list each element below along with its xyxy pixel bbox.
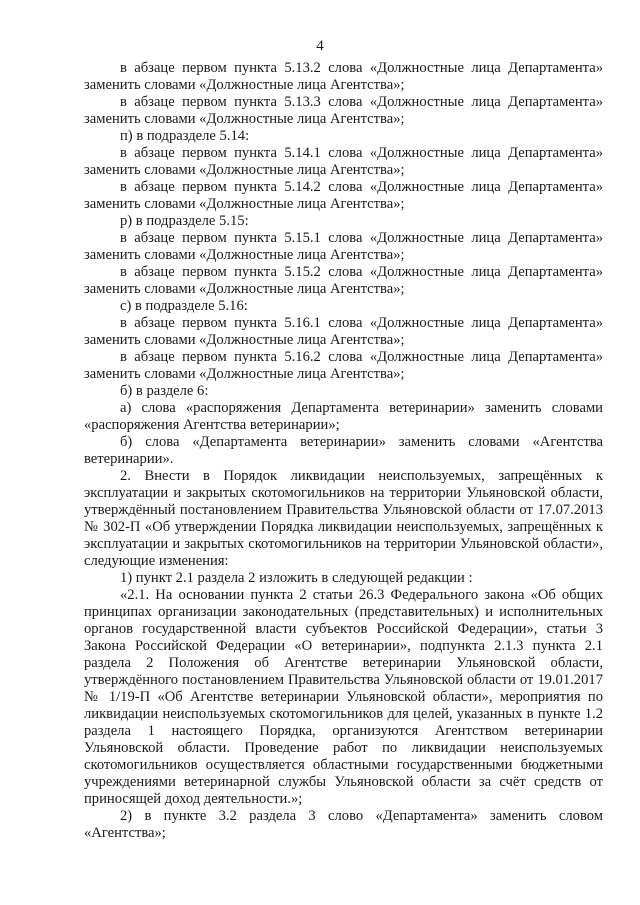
document-body — [84, 60, 603, 842]
paragraph: в абзаце первом пункта 5.16.1 слова «Должностные лица Департамента» заменить словами «Должностные лица Агентства»; — [84, 315, 603, 348]
paragraph: в абзаце первом пункта 5.14.1 слова «Должностные лица Департамента» заменить словами «Должностные лица Агентства»; — [84, 145, 603, 178]
paragraph: п) в подразделе 5.14: — [120, 128, 250, 144]
paragraph: б) в разделе 6: — [120, 383, 209, 399]
paragraph: в абзаце первом пункта 5.15.1 слова «Должностные лица Департамента» заменить словами «Должностные лица Агентства»; — [84, 230, 603, 263]
paragraph: в абзаце первом пункта 5.13.3 слова «Должностные лица Департамента» заменить словами «Должностные лица Агентства»; — [84, 94, 603, 127]
paragraph: 2. Внести в Порядок ликвидации неиспользуемых, запрещённых к эксплуатации и закрытых скотомогильников на территории Ульяновской области, утверждённый постановлением Правительства Ульяновской области от 17.07.2013 № 302-П «Об утверждении Порядка ликвидации неиспользуемых, запрещённых к эксплуатации и закрытых скотомогильников на территории Ульяновской области», следующие изменения: — [84, 468, 603, 569]
paragraph: «2.1. На основании пункта 2 статьи 26.3 Федерального закона «Об общих принципах организации законодательных (представительных) и исполнительных органов государственной власти субъектов Российской Федерации», статьи 3 Закона Российской Федерации «О ветеринарии», подпункта 2.1.3 пункта 2.1 раздела 2 Положения об Агентстве ветеринарии Ульяновской области, утверждённого постановлением Правительства Ульяновской области от 19.01.2017 № 1/19-П «Об Агентстве ветеринарии Ульяновской области», мероприятия по ликвидации неиспользуемых скотомогильников для целей, указанных в пункте 1.2 раздела 1 настоящего Порядка, организуются Агентством ветеринарии Ульяновской области. Проведение работ по ликвидации неиспользуемых скотомогильников осуществляется областными государственными бюджетными учреждениями ветеринарной службы Ульяновской области за счёт средств от приносящей доход деятельности.»; — [84, 587, 603, 807]
paragraph: в абзаце первом пункта 5.13.2 слова «Должностные лица Департамента» заменить словами «Должностные лица Агентства»; — [84, 60, 603, 93]
paragraph: р) в подразделе 5.15: — [120, 213, 249, 229]
paragraph: в абзаце первом пункта 5.15.2 слова «Должностные лица Департамента» заменить словами «Должностные лица Агентства»; — [84, 264, 603, 297]
paragraph: 2) в пункте 3.2 раздела 3 слово «Департамента» заменить словом «Агентства»; — [84, 808, 603, 841]
page-number: 4 — [316, 38, 324, 54]
paragraph: 1) пункт 2.1 раздела 2 изложить в следующей редакции : — [120, 570, 473, 586]
paragraph: с) в подразделе 5.16: — [120, 298, 248, 314]
paragraph: в абзаце первом пункта 5.14.2 слова «Должностные лица Департамента» заменить словами «Должностные лица Агентства»; — [84, 179, 603, 212]
paragraph: б) слова «Департамента ветеринарии» заменить словами «Агентства ветеринарии». — [84, 434, 603, 467]
paragraph: в абзаце первом пункта 5.16.2 слова «Должностные лица Департамента» заменить словами «Должностные лица Агентства»; — [84, 349, 603, 382]
paragraph: а) слова «распоряжения Департамента ветеринарии» заменить словами «распоряжения Агентства ветеринарии»; — [84, 400, 603, 433]
